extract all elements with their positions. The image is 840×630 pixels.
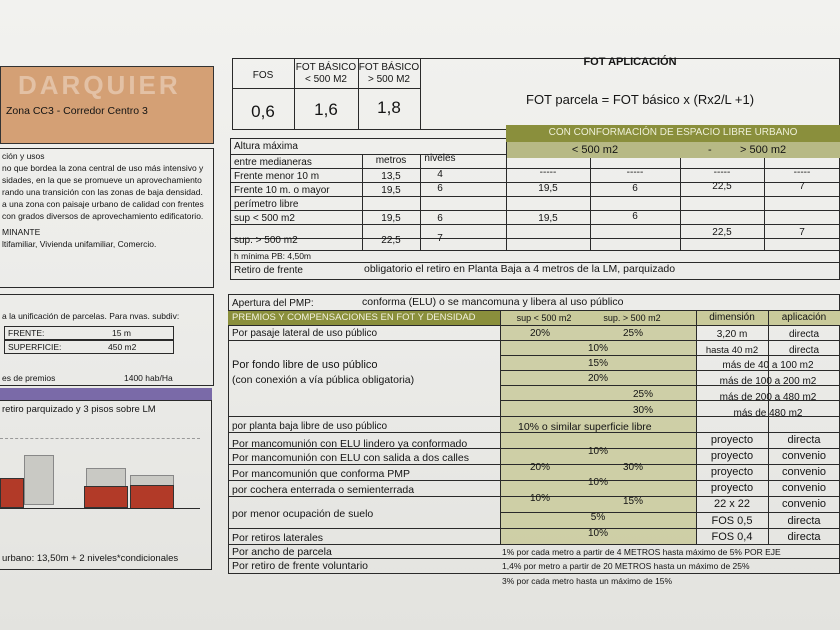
manc3-val: 10% (587, 477, 608, 488)
fondo-dim-3: más de 100 a 200 m2 (719, 376, 817, 387)
frente-menor-metros: 13,5 (381, 171, 401, 182)
frente-menor-c2: ----- (626, 167, 644, 178)
manc2-gt: 30% (622, 462, 643, 473)
lt500-header: < 500 m2 (571, 144, 619, 156)
fondo-dim-4: más de 200 a 480 m2 (719, 392, 817, 403)
fondo-val-1: 10% (587, 343, 608, 354)
frente-mayor-metros: 19,5 (381, 185, 401, 196)
frente-mayor-label: Frente 10 m. o mayor (234, 185, 330, 196)
premios-header: PREMIOS Y COMPENSACIONES EN FOT Y DENSIDAD (232, 312, 476, 323)
desc-line-6: MINANTE (2, 227, 41, 237)
sup-gt500-metros: 22,5 (381, 235, 401, 246)
retiros-text: 1% por cada metro a partir de 4 METROS hasta máximo de 5% POR EJE (502, 547, 781, 557)
frente-mayor-c1: 19,5 (538, 183, 558, 194)
metros-header: metros (375, 155, 407, 166)
premios-label: es de premios (2, 373, 56, 383)
ancho-label: Por ancho de parcela (232, 546, 332, 558)
pb-text: 10% o similar superficie libre (518, 421, 652, 433)
cochera-dim: 22 x 22 (713, 498, 751, 510)
fot-basico-1-header: FOT BÁSICO (295, 62, 357, 73)
superficie-label: SUPERFICIE: (8, 342, 62, 352)
unif-text: a la unificación de parcelas. Para nvas. subdiv: (2, 311, 180, 321)
fondo-val-3: 20% (587, 373, 608, 384)
desc-line-5: con grados diversos de aprovechamiento edificatorio. (2, 211, 204, 221)
retiro-frente-text: obligatorio el retiro en Planta Baja a 4 metros de la LM, parquizado (364, 263, 676, 275)
pasaje-label: Por pasaje lateral de uso público (232, 328, 378, 339)
premios-value: 1400 hab/Ha (124, 373, 173, 383)
perimetro-libre-label: perímetro libre (234, 199, 299, 210)
manc2-label: Por mancomunión con ELU con salida a dos calles (232, 452, 469, 464)
heights-table (230, 138, 840, 280)
sup-lt500-niveles: 6 (437, 213, 443, 224)
gt500-header: > 500 m2 (740, 144, 787, 156)
cochera-apl: convenio (781, 498, 827, 510)
frente-mayor-niveles: 6 (437, 183, 443, 194)
sup-lt500-c1: 19,5 (538, 213, 558, 224)
desc-line-7: ltifamiliar, Vivienda unifamiliar, Comercio. (2, 239, 157, 249)
manc1-apl: convenio (781, 450, 827, 462)
fondo-dim-1: hasta 40 m2 (705, 345, 759, 356)
zone-title: Zona CC3 - Corredor Centro 3 (6, 105, 148, 117)
guide-line (0, 438, 200, 439)
retiro-vol-label: Por retiro de frente voluntario (232, 560, 368, 572)
company-logo: DARQUIER (18, 70, 181, 100)
sup-lt500-c2: 6 (632, 211, 638, 222)
premios-bar (0, 388, 212, 400)
pb-label: por planta baja libre de uso público (232, 421, 388, 432)
building-left-red (0, 478, 24, 508)
fondo-val-2: 15% (587, 358, 608, 369)
desc-line-4: a una zona con paisaje urbano de calidad con frentes (2, 199, 204, 209)
ocupacion-dim-2: FOS 0,4 (711, 531, 753, 543)
frente-mayor-c4: 7 (799, 181, 805, 192)
sup-gt500-c3: 22,5 (712, 227, 732, 238)
ocupacion-label: por menor ocupación de suelo (232, 508, 374, 520)
desc-line-2: sidades, en la que se promueve un aprovechamiento (2, 175, 202, 185)
frente-mayor-c3: 22,5 (712, 181, 732, 192)
ocupacion-dim-1: FOS 0,5 (711, 515, 753, 527)
sup-gt500-niveles: 7 (437, 233, 443, 244)
sup-lt500-metros: 19,5 (381, 213, 401, 224)
cochera-gt: 15% (622, 496, 643, 507)
fondo-apl-1: directa (788, 345, 819, 356)
sup-gt500-label: sup. > 500 m2 (234, 235, 298, 246)
section-title: ción y usos (2, 151, 45, 161)
fot-formula: FOT parcela = FOT básico x (Rx2/L +1) (526, 92, 755, 107)
frente-value: 15 m (112, 328, 131, 338)
fos-header: FOS (252, 70, 274, 81)
frente-menor-niveles: 4 (437, 169, 443, 180)
ocupacion-apl-1: directa (787, 515, 821, 527)
pasaje-apl: directa (788, 329, 819, 340)
urbano-text: urbano: 13,50m + 2 niveles*condicionales (2, 553, 179, 564)
retiro-vol-text: 3% por cada metro hasta un máximo de 15% (502, 576, 673, 586)
manc3-label: Por mancomunión que conforma PMP (232, 468, 411, 480)
retiro-frente-label: Retiro de frente (234, 265, 303, 276)
retiro-text: retiro parquizado y 3 pisos sobre LM (2, 404, 156, 415)
manc3-apl: convenio (781, 482, 827, 494)
manc1-dim: proyecto (710, 450, 754, 462)
manc2-dim: proyecto (710, 466, 754, 478)
frente-mayor-c2: 6 (632, 183, 638, 194)
frente-menor-c1: ----- (539, 167, 557, 178)
frente-menor-label: Frente menor 10 m (234, 171, 320, 182)
fondo-label-1: Por fondo libre de uso público (232, 359, 378, 371)
pasaje-dim: 3,20 m (716, 329, 748, 340)
pasaje-lt: 20% (529, 328, 550, 339)
superficie-value: 450 m2 (108, 342, 137, 352)
fondo-val-4: 25% (632, 389, 653, 400)
desc-line-3: rando una transición con las zonas de baja densidad. (2, 187, 203, 197)
pb-apl: directa (787, 434, 821, 446)
fos-value: 0,6 (251, 102, 275, 121)
fondo-val-5: 30% (632, 405, 653, 416)
apertura-label: Apertura del PMP: (232, 298, 314, 309)
col-aplicacion: aplicación (781, 312, 827, 323)
ocupacion-apl-2: directa (787, 531, 821, 543)
col-dimension: dimensión (709, 312, 755, 323)
desc-line-1: no que bordea la zona central de uso más intensivo y (2, 163, 204, 173)
sup-lt500-label: sup < 500 m2 (234, 213, 295, 224)
fot2-value: 1,8 (377, 98, 401, 117)
frente-menor-c4: ----- (793, 167, 811, 178)
conformacion-header: CON CONFORMACIÓN DE ESPACIO LIBRE URBANO (548, 127, 798, 138)
manc1-val: 10% (587, 446, 608, 457)
manc2-lt: 20% (529, 462, 550, 473)
altura-maxima-label: Altura máxima (234, 141, 298, 152)
fot-basico-1-sub: < 500 M2 (305, 74, 347, 85)
ocupacion-val-2: 10% (587, 528, 608, 539)
dash-sep: - (708, 144, 712, 156)
entre-medianeras-label: entre medianeras (234, 157, 312, 168)
manc3-dim: proyecto (710, 482, 754, 494)
manc1-label: Por mancomunión con ELU lindero ya conformado (232, 438, 468, 450)
ground-line (0, 508, 200, 509)
col-sup-gt: sup. > 500 m2 (603, 313, 661, 323)
fot-aplicacion-header: FOT APLICACIÓN (583, 56, 677, 68)
fot-basico-2-header: FOT BÁSICO (358, 62, 420, 73)
building-left-gray (24, 455, 54, 505)
col-sup-lt: sup < 500 m2 (516, 313, 572, 323)
fondo-label-2: (con conexión a vía pública obligatoria) (232, 374, 415, 386)
pasaje-gt: 25% (622, 328, 643, 339)
building-right-red (130, 485, 174, 509)
ocupacion-val-1: 5% (590, 512, 606, 523)
retiros-label: Por retiros laterales (232, 532, 324, 544)
apertura-text: conforma (ELU) o se mancomuna y libera al uso público (362, 296, 624, 308)
cochera-label: por cochera enterrada o semienterrada (232, 484, 415, 496)
frente-label: FRENTE: (8, 328, 45, 338)
pb-dim: proyecto (710, 434, 754, 446)
fondo-dim-2: más de 40 a 100 m2 (722, 360, 814, 371)
cochera-lt: 10% (529, 493, 550, 504)
fondo-dim-5: más de 480 m2 (733, 408, 803, 419)
fot1-value: 1,6 (314, 100, 338, 119)
frente-menor-c3: ----- (713, 167, 731, 178)
h-minima: h mínima PB: 4,50m (234, 251, 312, 261)
fot-basico-2-sub: > 500 M2 (368, 74, 410, 85)
ancho-text: 1,4% por metro a partir de 20 METROS hasta un máximo de 25% (502, 561, 750, 571)
manc2-apl: convenio (781, 466, 827, 478)
building-center-red (84, 486, 128, 508)
niveles-header: niveles (424, 153, 456, 164)
sup-gt500-c4: 7 (799, 227, 805, 238)
